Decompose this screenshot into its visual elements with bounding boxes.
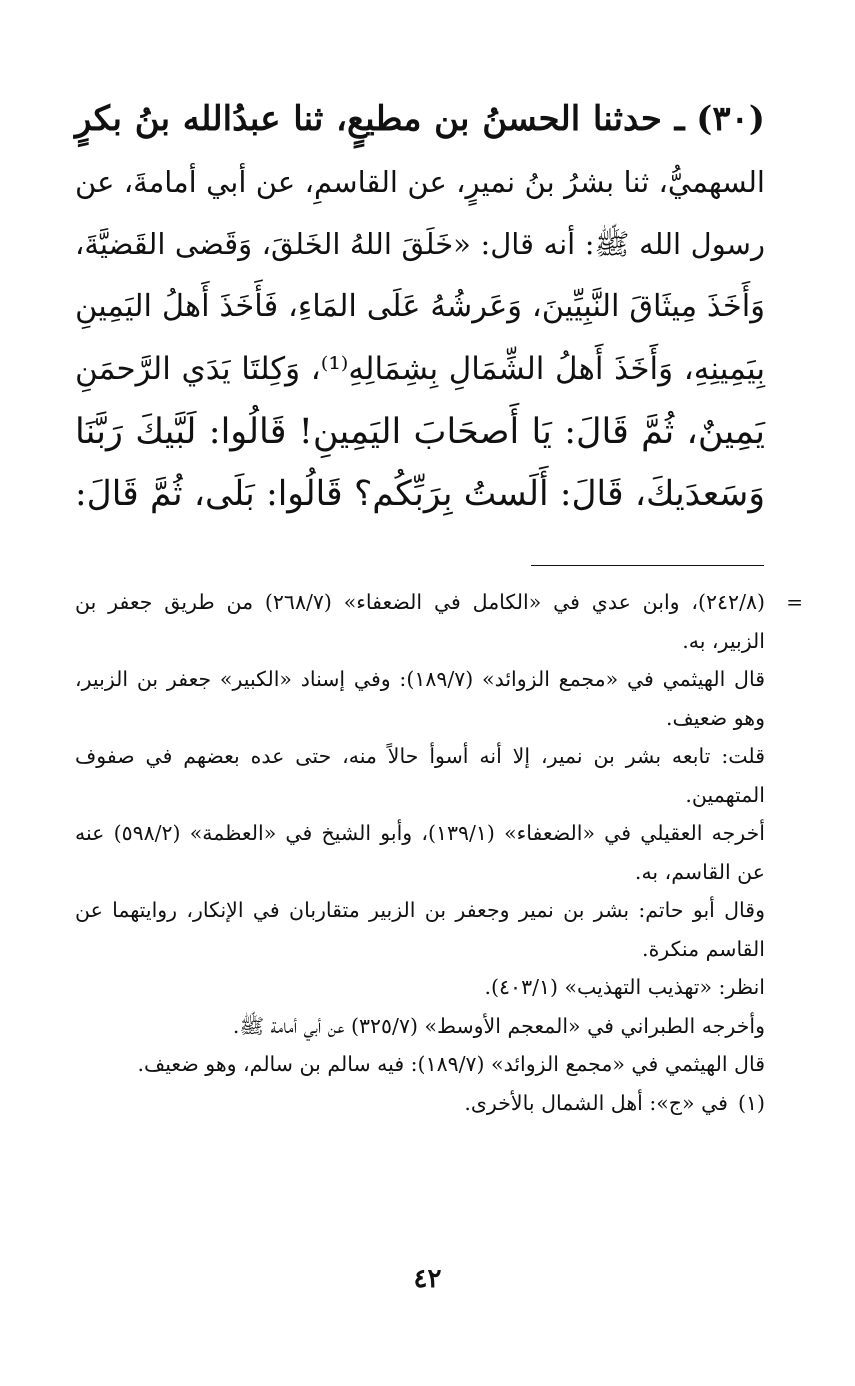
hadith-line-2: السهميُّ، ثنا بشرُ بنُ نميرٍ، عن القاسمِ، عن أبي أمامةَ، عن xyxy=(75,164,765,199)
hadith-line-4: وَأَخَذَ مِيثَاقَ النَّبِيِّينَ، وَعَرشُهُ عَلَى المَاءِ، فَأَخَذَ أَهلُ اليَمِينِ xyxy=(75,288,765,324)
footnote-paragraph: أخرجه العقيلي في «الضعفاء» (١٣٩/١)، وأبو الشيخ في «العظمة» (٥٩٨/٢) عنه عن القاسم، به. xyxy=(75,821,765,884)
hadith-line-5: بِيَمِينِهِ، وَأَخَذَ أَهلُ الشِّمَالِ بِشِمَالِهِ⁽¹⁾، وَكِلتَا يَدَي الرَّحمَنِ xyxy=(75,351,766,387)
hadith-line-6: يَمِينٌ، ثُمَّ قَالَ: يَا أَصحَابَ اليَمِينِ! قَالُوا: لَبَّيكَ رَبَّنَا xyxy=(75,411,765,452)
hadith-text xyxy=(75,88,765,526)
hadith-line-3: رسول الله ﷺ: أنه قال: «خَلَقَ اللهُ الخَلقَ، وَقَضى القَضيَّةَ، xyxy=(75,227,765,261)
footnote-paragraph: قال الهيثمي في «مجمع الزوائد» (١٨٩/٧): وفي إسناد «الكبير» جعفر بن الزبير، وهو ضعيف. xyxy=(75,667,765,730)
page-number: ٤٢ xyxy=(413,1264,442,1294)
footnote-1-number: (١) xyxy=(737,1090,765,1115)
footnote-paragraph: وقال أبو حاتم: بشر بن نمير وجعفر بن الزبير متقاربان في الإنكار، روايتهما عن القاسم منكرة. xyxy=(75,898,765,961)
hadith-line-7: وَسَعدَيكَ، قَالَ: أَلَستُ بِرَبِّكُم؟ قَالُوا: بَلَى، ثُمَّ قَالَ: xyxy=(75,474,765,514)
footnote-paragraph: (٢٤٢/٨)، وابن عدي في «الكامل في الضعفاء» (٢٦٨/٧) من طريق جعفر بن الزبير، به. xyxy=(75,590,765,653)
footnote-separator xyxy=(531,565,764,566)
hadith-line-1: (٣٠) ـ حدثنا الحسنُ بن مطيعٍ، ثنا عبدُالله بنُ بكرٍ xyxy=(75,99,765,139)
footnote-1 xyxy=(75,1084,765,1123)
footnote-continuation-mark: = xyxy=(786,590,803,614)
footnote-1-text: في «ج»: أهل الشمال بالأخرى. xyxy=(464,1090,728,1115)
footnote-paragraph: انظر: «تهذيب التهذيب» (٤٠٣/١). xyxy=(484,975,765,999)
footnote-paragraph: قلت: تابعه بشر بن نمير، إلا أنه أسوأ حالاً منه، حتى عده بعضهم في صفوف المتهمين. xyxy=(75,744,765,807)
footnote-paragraph: قال الهيثمي في «مجمع الزوائد» (١٨٩/٧): فيه سالم بن سالم، وهو ضعيف. xyxy=(137,1052,765,1076)
footnote-paragraph: وأخرجه الطبراني في «المعجم الأوسط» (٣٢٥/٧) عن أبي أمامة ﷺ. xyxy=(232,1013,765,1038)
hadith-number: (٣٠) xyxy=(696,99,765,139)
footnotes xyxy=(75,583,803,1122)
